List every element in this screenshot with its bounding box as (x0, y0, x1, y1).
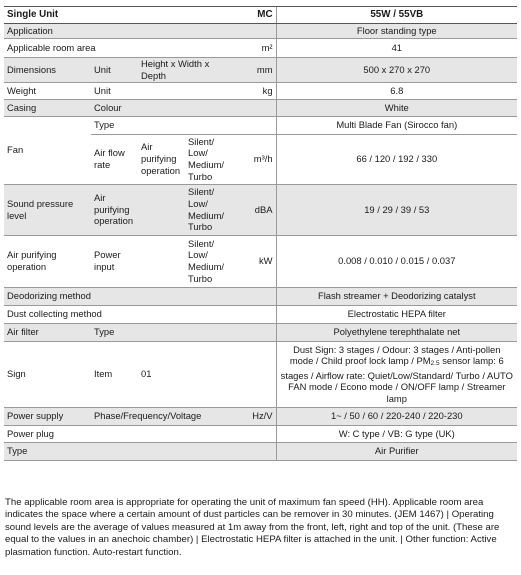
label: Dust collecting method (4, 305, 276, 323)
label: Air filter (4, 323, 91, 341)
row-power-input (4, 235, 517, 287)
value (276, 341, 517, 407)
value: 6.8 (276, 82, 517, 99)
label: Power supply (4, 407, 91, 425)
sub-label: Unit (91, 58, 138, 83)
label: Air purifying operation (4, 235, 91, 287)
value: 41 (276, 39, 517, 58)
value: W: C type / VB: G type (UK) (276, 425, 517, 442)
value: Electrostatic HEPA filter (276, 305, 517, 323)
sign-text-a: Dust Sign: 3 stages / Odour: 3 stages / Anti-pollen mode / Child proof lock lamp / PM (289, 344, 501, 367)
value: Polyethylene terephthalate net (276, 323, 517, 341)
label: Type (4, 442, 276, 460)
label: Application (4, 24, 276, 39)
value: Flash streamer + Deodorizing catalyst (276, 287, 517, 305)
value: White (276, 99, 517, 116)
header-unit: Single Unit (4, 7, 185, 24)
sub-label: Type (91, 116, 276, 134)
sub-label: Item (91, 341, 138, 407)
header-model: 55W / 55VB (276, 7, 517, 24)
value: 0.008 / 0.010 / 0.015 / 0.037 (276, 235, 517, 287)
sub-label: Type (91, 323, 276, 341)
value: 500 x 270 x 270 (276, 58, 517, 83)
row-air-filter (4, 323, 517, 341)
speeds: Silent/ Low/ Medium/ Turbo (185, 184, 239, 235)
unit: Hz/V (239, 407, 276, 425)
row-power-plug (4, 425, 517, 442)
label: Deodorizing method (4, 287, 276, 305)
value: 1~ / 50 / 60 / 220-240 / 220-230 (276, 407, 517, 425)
sub-label: Phase/Frequency/Voltage (91, 407, 239, 425)
speeds: Silent/ Low/ Medium/ Turbo (185, 134, 239, 184)
row-sound (4, 184, 517, 235)
row-sign (4, 341, 517, 407)
label: Sound pressure level (4, 184, 91, 235)
row-application (4, 24, 517, 39)
row-room-area (4, 39, 517, 58)
sub-label: Air flow rate (91, 134, 138, 184)
mode: Air purifying operation (138, 134, 185, 184)
unit: dBA (239, 184, 276, 235)
unit: m² (239, 39, 276, 58)
value: Multi Blade Fan (Sirocco fan) (276, 116, 517, 134)
label: Fan (4, 116, 91, 184)
mode: Air purifying operation (91, 184, 138, 235)
specification-table (4, 6, 517, 461)
value: Floor standing type (276, 24, 517, 39)
row-power-supply (4, 407, 517, 425)
value: 66 / 120 / 192 / 330 (276, 134, 517, 184)
row-fan-type (4, 116, 517, 134)
header-series: MC (185, 7, 276, 24)
value: Air Purifier (276, 442, 517, 460)
row-dimensions (4, 58, 517, 83)
label: Power plug (4, 425, 276, 442)
sign-subscript: 2.5 (430, 360, 440, 368)
description: Height x Width x Depth (138, 58, 239, 83)
row-dust (4, 305, 517, 323)
label: Sign (4, 341, 91, 407)
unit: kg (239, 82, 276, 99)
label: Weight (4, 82, 91, 99)
label: Applicable room area (4, 39, 239, 58)
footnotes: The applicable room area is appropriate for operating the unit of maximum fan speed (HH). Applicable room area indicates the space where a certain amount of dust particles can be remover in 30 minutes. (JEM 1467) | Operating sound levels are the average of values measured at 1m away from the front, left, right and top of the unit. (These are equal to the values in an anechoic chamber) | Electrostatic HEPA filter is attached in the unit. | Other function: Active plasmation function. Auto-restart function. (5, 497, 500, 558)
table-header (4, 7, 517, 24)
row-type (4, 442, 517, 460)
sign-text-b: sensor lamp: 6 stages / Airflow rate: Quiet/Low/Standard/ Turbo / AUTO FAN mode / Econo mode / ON/OFF lamp / Streamer lamp (280, 355, 513, 404)
unit: mm (239, 58, 276, 83)
row-casing (4, 99, 517, 116)
sub-label: Unit (91, 82, 239, 99)
sub-label: Colour (91, 99, 276, 116)
row-deodorizing (4, 287, 517, 305)
label: Dimensions (4, 58, 91, 83)
label: Casing (4, 99, 91, 116)
value: 19 / 29 / 39 / 53 (276, 184, 517, 235)
unit: kW (239, 235, 276, 287)
item-code: 01 (138, 341, 276, 407)
unit: m³/h (239, 134, 276, 184)
speeds: Silent/ Low/ Medium/ Turbo (185, 235, 239, 287)
sub-label: Power input (91, 235, 138, 287)
row-weight (4, 82, 517, 99)
